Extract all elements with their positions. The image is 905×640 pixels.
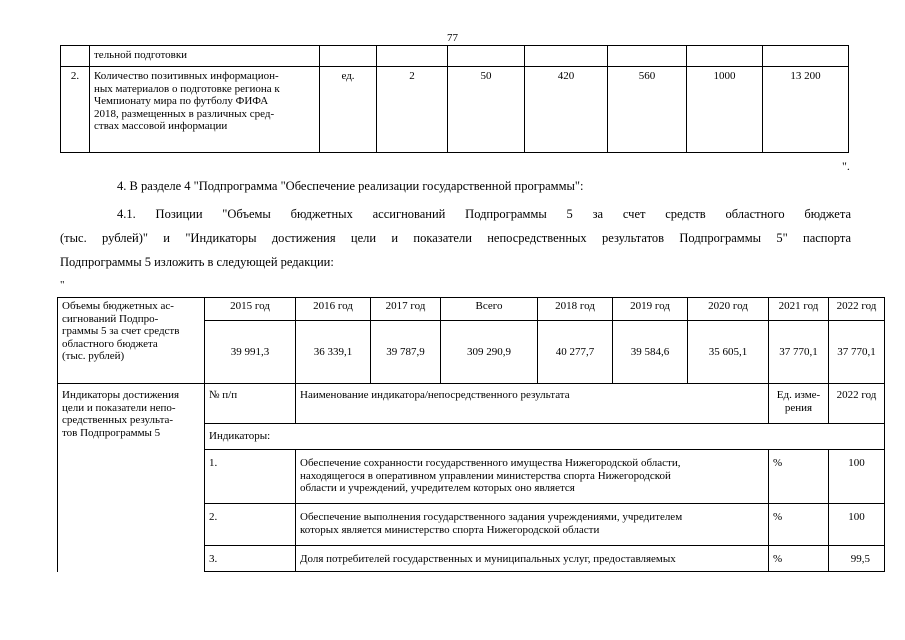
num-header: № п/п — [205, 384, 296, 424]
budget-value: 40 277,7 — [538, 321, 613, 384]
num-cell — [61, 46, 90, 67]
name-cell: Количество позитивных информацион- ных материалов о подготовке региона к Чемпионату мира по футболу ФИФА 2018, размещенных в различных сред- ствах массовой информации — [90, 67, 320, 153]
closing-quote: ". — [842, 159, 850, 173]
budget-header-row — [58, 298, 885, 321]
table-row — [61, 46, 849, 67]
unit-header: Ед. изме- рения — [769, 384, 829, 424]
year-header: 2017 год — [371, 298, 441, 321]
passport-table — [57, 297, 885, 572]
paragraph-4-1-line-3: Подпрограммы 5 изложить в следующей редакции: — [60, 255, 334, 269]
value-cell: 420 — [525, 67, 608, 153]
year-header: 2021 год — [769, 298, 829, 321]
value-cell: 50 — [448, 67, 525, 153]
name-cell: тельной подготовки — [90, 46, 320, 67]
year-header: 2016 год — [296, 298, 371, 321]
paragraph-4-1-line-2: (тыс. рублей)" и "Индикаторы достижения цели и показатели непосредственных результатов Подпрограммы 5" паспорта — [60, 231, 851, 245]
budget-value: 39 787,9 — [371, 321, 441, 384]
unit-cell: % — [769, 546, 829, 572]
num-cell: 3. — [205, 546, 296, 572]
indicators-header-row — [58, 384, 885, 424]
name-cell: Обеспечение сохранности государственного имущества Нижегородской области, находящегося в оперативном управлении министерства спорта Нижегородской области и учреждений, учредителем которых оно является — [296, 450, 769, 504]
indicators-table-continued — [60, 45, 849, 153]
budget-value: 39 584,6 — [613, 321, 688, 384]
name-cell: Доля потребителей государственных и муниципальных услуг, предоставляемых — [296, 546, 769, 572]
value-cell: 13 200 — [763, 67, 849, 153]
value-cell: 100 — [829, 450, 885, 504]
opening-quote: " — [60, 279, 65, 291]
indicators-label: Индикаторы достижения цели и показатели непо- средственных результа- тов Подпрограммы 5 — [58, 384, 205, 572]
unit-cell: % — [769, 450, 829, 504]
indicators-subheader: Индикаторы: — [205, 424, 885, 450]
num-cell: 2. — [61, 67, 90, 153]
budget-value: 35 605,1 — [688, 321, 769, 384]
value-cell: 560 — [608, 67, 687, 153]
value-cell: 99,5 — [829, 546, 885, 572]
year-header: 2022 год — [829, 298, 885, 321]
budget-value: 37 770,1 — [769, 321, 829, 384]
paragraph-4-1-line-1: 4.1. Позиции "Объемы бюджетных ассигнований Подпрограммы 5 за счет средств областного бюджета — [117, 207, 851, 221]
total-header: Всего — [441, 298, 538, 321]
unit-cell: ед. — [320, 67, 377, 153]
unit-cell: % — [769, 504, 829, 546]
budget-value: 39 991,3 — [205, 321, 296, 384]
num-cell: 2. — [205, 504, 296, 546]
value-cell: 2 — [377, 67, 448, 153]
budget-value: 309 290,9 — [441, 321, 538, 384]
value-cell: 100 — [829, 504, 885, 546]
year-header: 2020 год — [688, 298, 769, 321]
name-cell: Обеспечение выполнения государственного задания учреждениями, учредителем которых является министерство спорта Нижегородской области — [296, 504, 769, 546]
year-header: 2018 год — [538, 298, 613, 321]
name-header: Наименование индикатора/непосредственного результата — [296, 384, 769, 424]
budget-value: 37 770,1 — [829, 321, 885, 384]
year-header: 2019 год — [613, 298, 688, 321]
budget-value: 36 339,1 — [296, 321, 371, 384]
page-number: 77 — [447, 32, 458, 44]
budget-label: Объемы бюджетных ас- сигнований Подпро- граммы 5 за счет средств областного бюджета (тыс. рублей) — [58, 298, 205, 384]
value-cell: 1000 — [687, 67, 763, 153]
paragraph-4: 4. В разделе 4 "Подпрограмма "Обеспечение реализации государственной программы": — [117, 179, 584, 193]
year-header: 2022 год — [829, 384, 885, 424]
table-row — [61, 67, 849, 153]
year-header: 2015 год — [205, 298, 296, 321]
num-cell: 1. — [205, 450, 296, 504]
